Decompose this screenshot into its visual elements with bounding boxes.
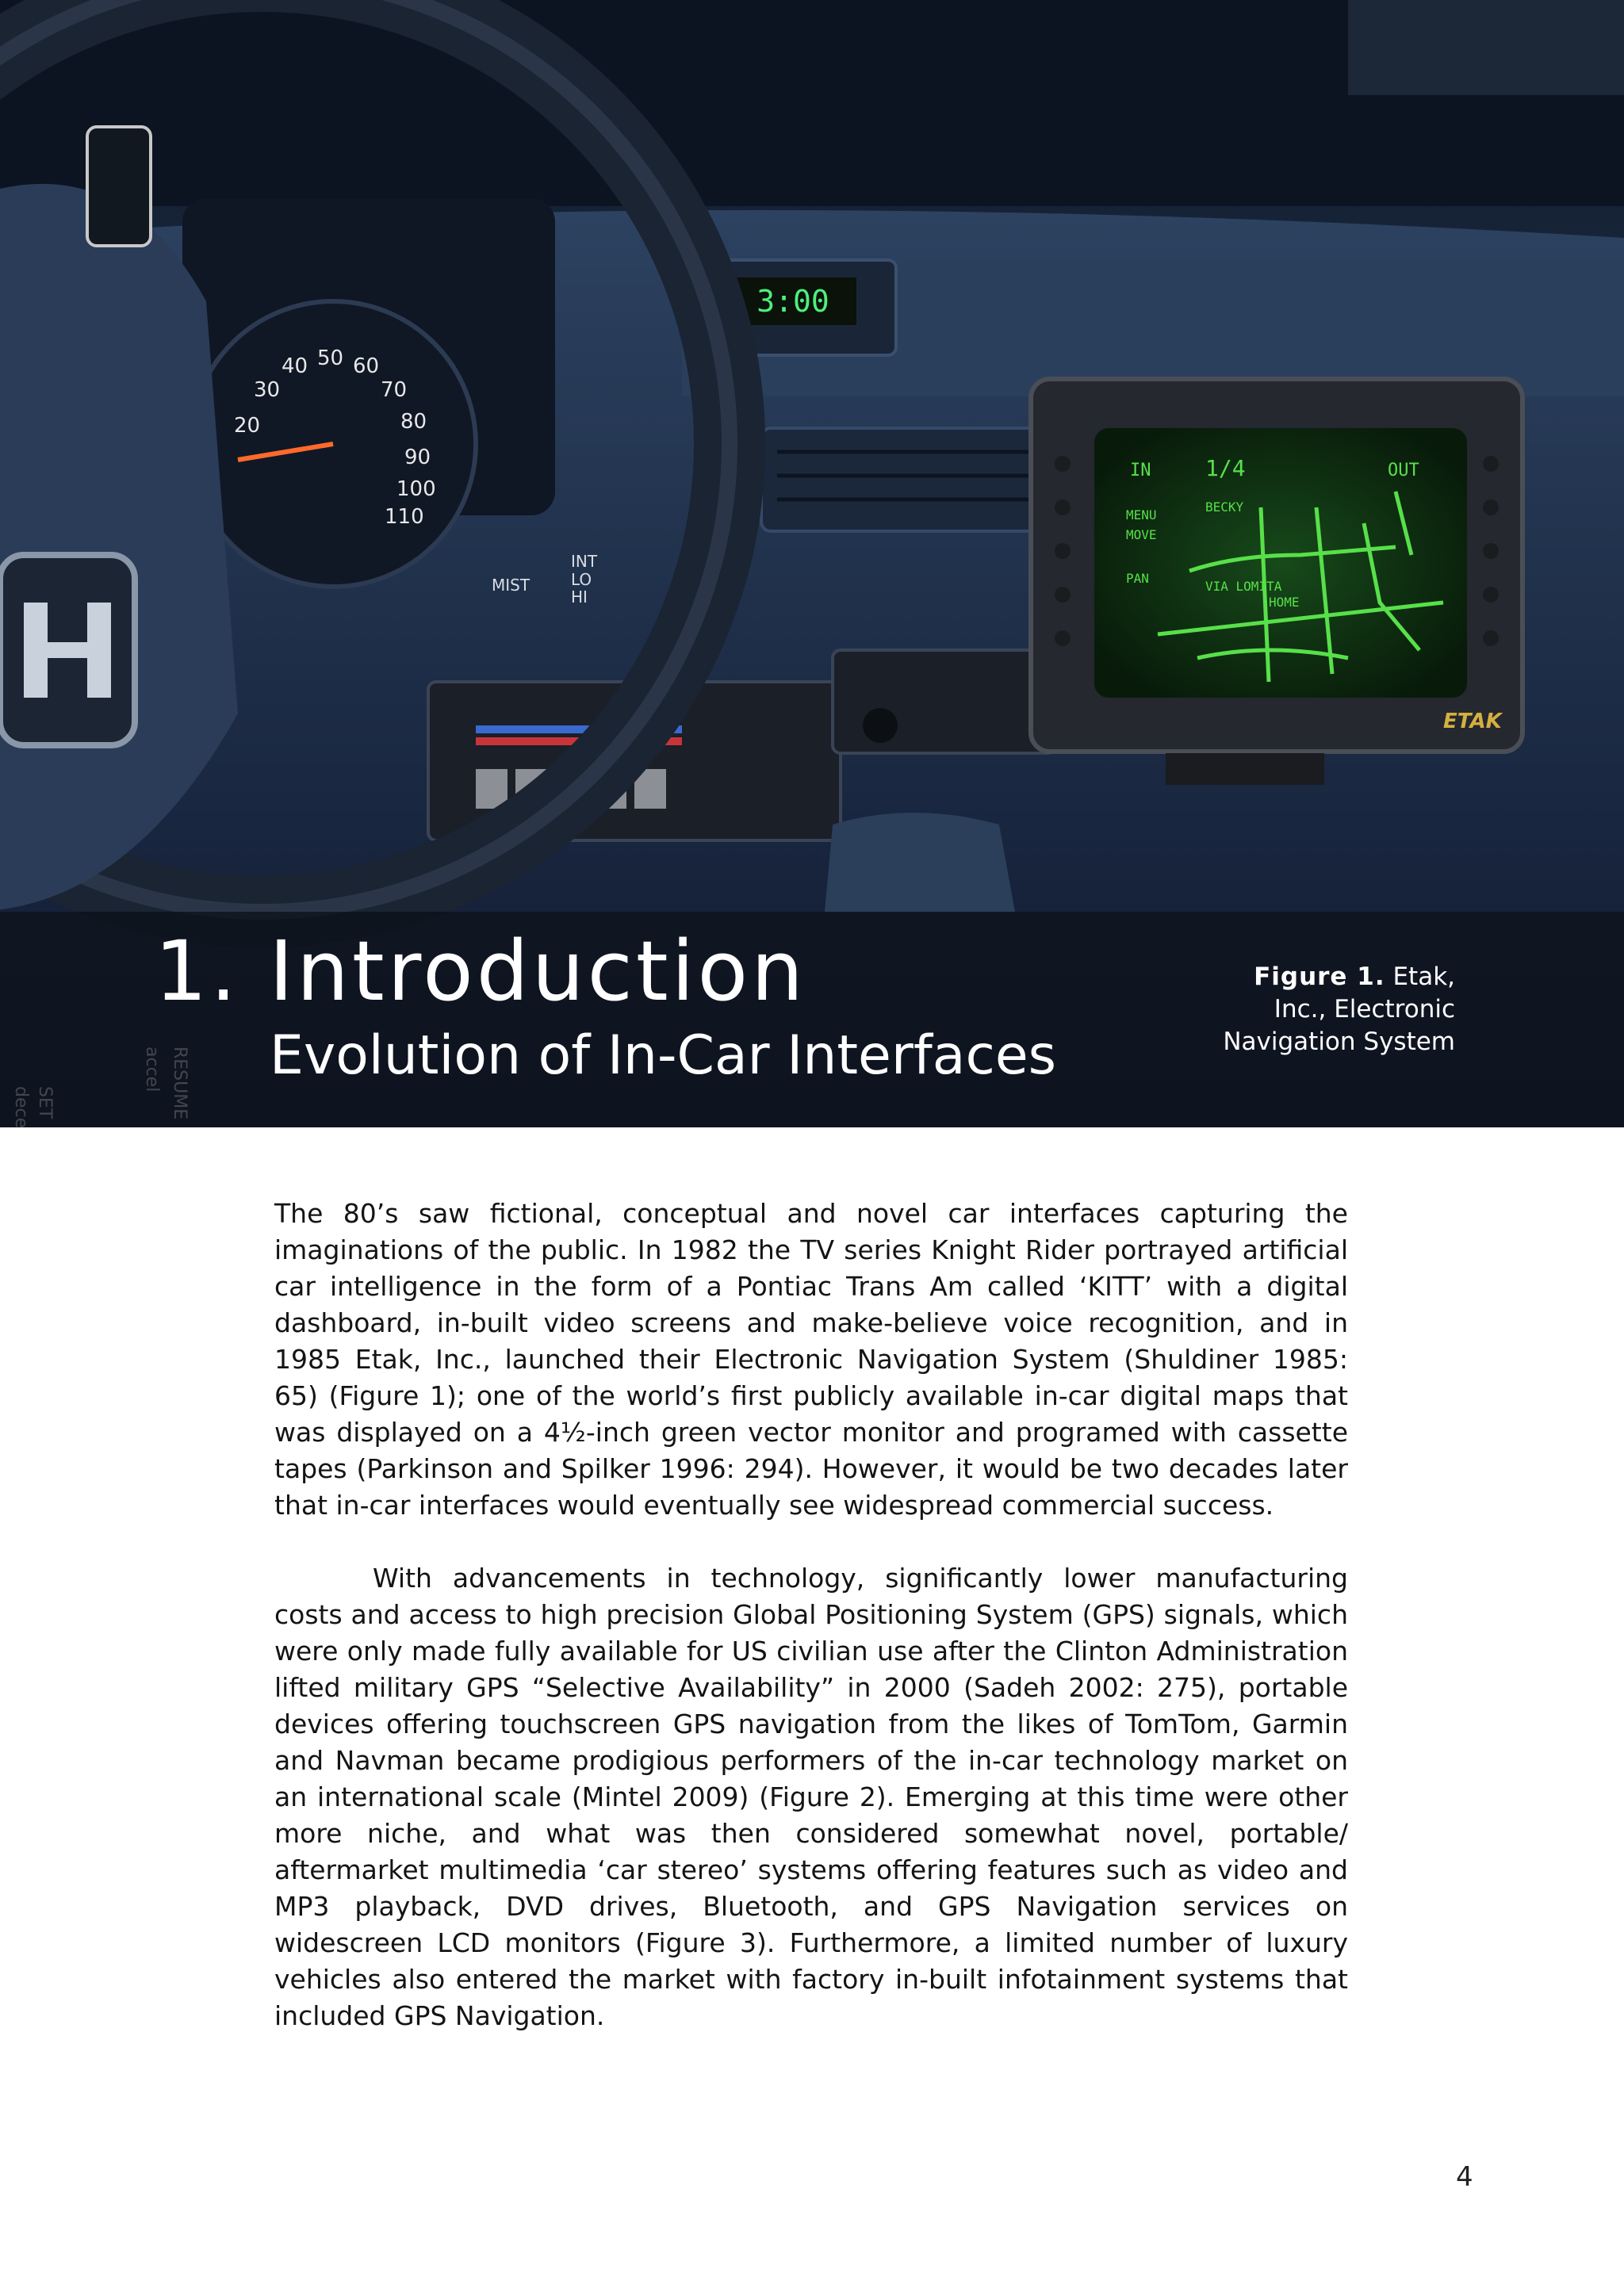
chapter-subtitle: Evolution of In-Car Interfaces <box>270 1024 1057 1087</box>
svg-text:BECKY: BECKY <box>1205 499 1244 515</box>
svg-text:60: 60 <box>353 354 380 378</box>
etak-brand-logo: ETAK <box>1443 710 1502 733</box>
svg-text:MIST: MIST <box>492 576 530 595</box>
paragraph: The 80’s saw fictional, conceptual and novel car interfaces capturing the imaginations of the public. In 1982 the TV series Knight Rider portrayed artificial car intelligence in the form of a Pontiac Trans Am called ‘KITT’ with a digital dashboard, in-built video screens and make-believe voice recognition, and in 1985 Etak, Inc., launched their Electronic Navigation System (Shuldiner 1985: 65) (Figure 1); one of the world’s first publicly available in-car digital maps that was displayed on a 4½-inch green vector monitor and programed with cassette tapes (Parkinson and Spilker 1996: 294). However, it would be two decades later that in-car interfaces would eventually see widespread commercial success. <box>274 1198 1348 1521</box>
svg-text:PAN: PAN <box>1126 571 1149 586</box>
svg-text:20: 20 <box>234 414 261 438</box>
svg-text:1/4: 1/4 <box>1205 455 1246 481</box>
svg-text:100: 100 <box>396 477 436 501</box>
svg-text:INT: INT <box>571 552 598 571</box>
svg-text:HI: HI <box>571 587 588 607</box>
figure-caption <box>1217 961 1455 1058</box>
figure-label: Figure 1. <box>1254 962 1385 991</box>
svg-text:HOME: HOME <box>1269 595 1300 610</box>
svg-text:80: 80 <box>400 410 427 434</box>
svg-text:OUT: OUT <box>1388 461 1419 480</box>
hero-photo <box>0 0 1624 1127</box>
clock-display: 3:00 <box>756 284 829 319</box>
svg-text:IN: IN <box>1130 461 1151 480</box>
svg-text:LO: LO <box>571 570 592 589</box>
body-text <box>274 1196 1348 2071</box>
figure-caption-text: Etak, Inc., Electronic Navigation System <box>1223 962 1455 1056</box>
svg-text:40: 40 <box>282 354 308 378</box>
svg-text:MOVE: MOVE <box>1126 527 1157 542</box>
page-number: 4 <box>1456 2161 1473 2193</box>
paragraph: With advancements in technology, significantly lower manufacturing costs and access to high precision Global Positioning System (GPS) signals, which were only made fully available for US civilian use after the Clinton Administration lifted military GPS “Selective Availability” in 2000 (Sadeh 2002: 275), portable devices offering touchscreen GPS navigation from the likes of TomTom, Garmin and Navman became prodigious performers of the in-car technology market on an international scale (Mintel 2009) (Figure 2). Emerging at this time were other more niche, and what was then considered somewhat novel, portable/ aftermarket multimedia ‘car stereo’ systems offering features such as video and MP3 playback, DVD drives, Bluetooth, and GPS Navigation services on widescreen LCD monitors (Figure 3). Furthermore, a limited number of luxury vehicles also entered the market with factory in-built infotainment systems that included GPS Navigation. <box>274 1563 1348 2031</box>
radio-panel <box>833 650 1055 753</box>
air-vent <box>761 428 1047 531</box>
svg-text:70: 70 <box>381 378 408 402</box>
svg-text:90: 90 <box>404 446 431 469</box>
horn-button <box>87 127 151 246</box>
chapter-title: 1. Introduction <box>155 923 807 1020</box>
svg-text:MENU: MENU <box>1126 507 1157 522</box>
svg-text:30: 30 <box>254 378 281 402</box>
svg-text:50: 50 <box>317 346 344 370</box>
svg-text:VIA LOMITA: VIA LOMITA <box>1205 579 1282 594</box>
svg-text:110: 110 <box>385 505 424 529</box>
